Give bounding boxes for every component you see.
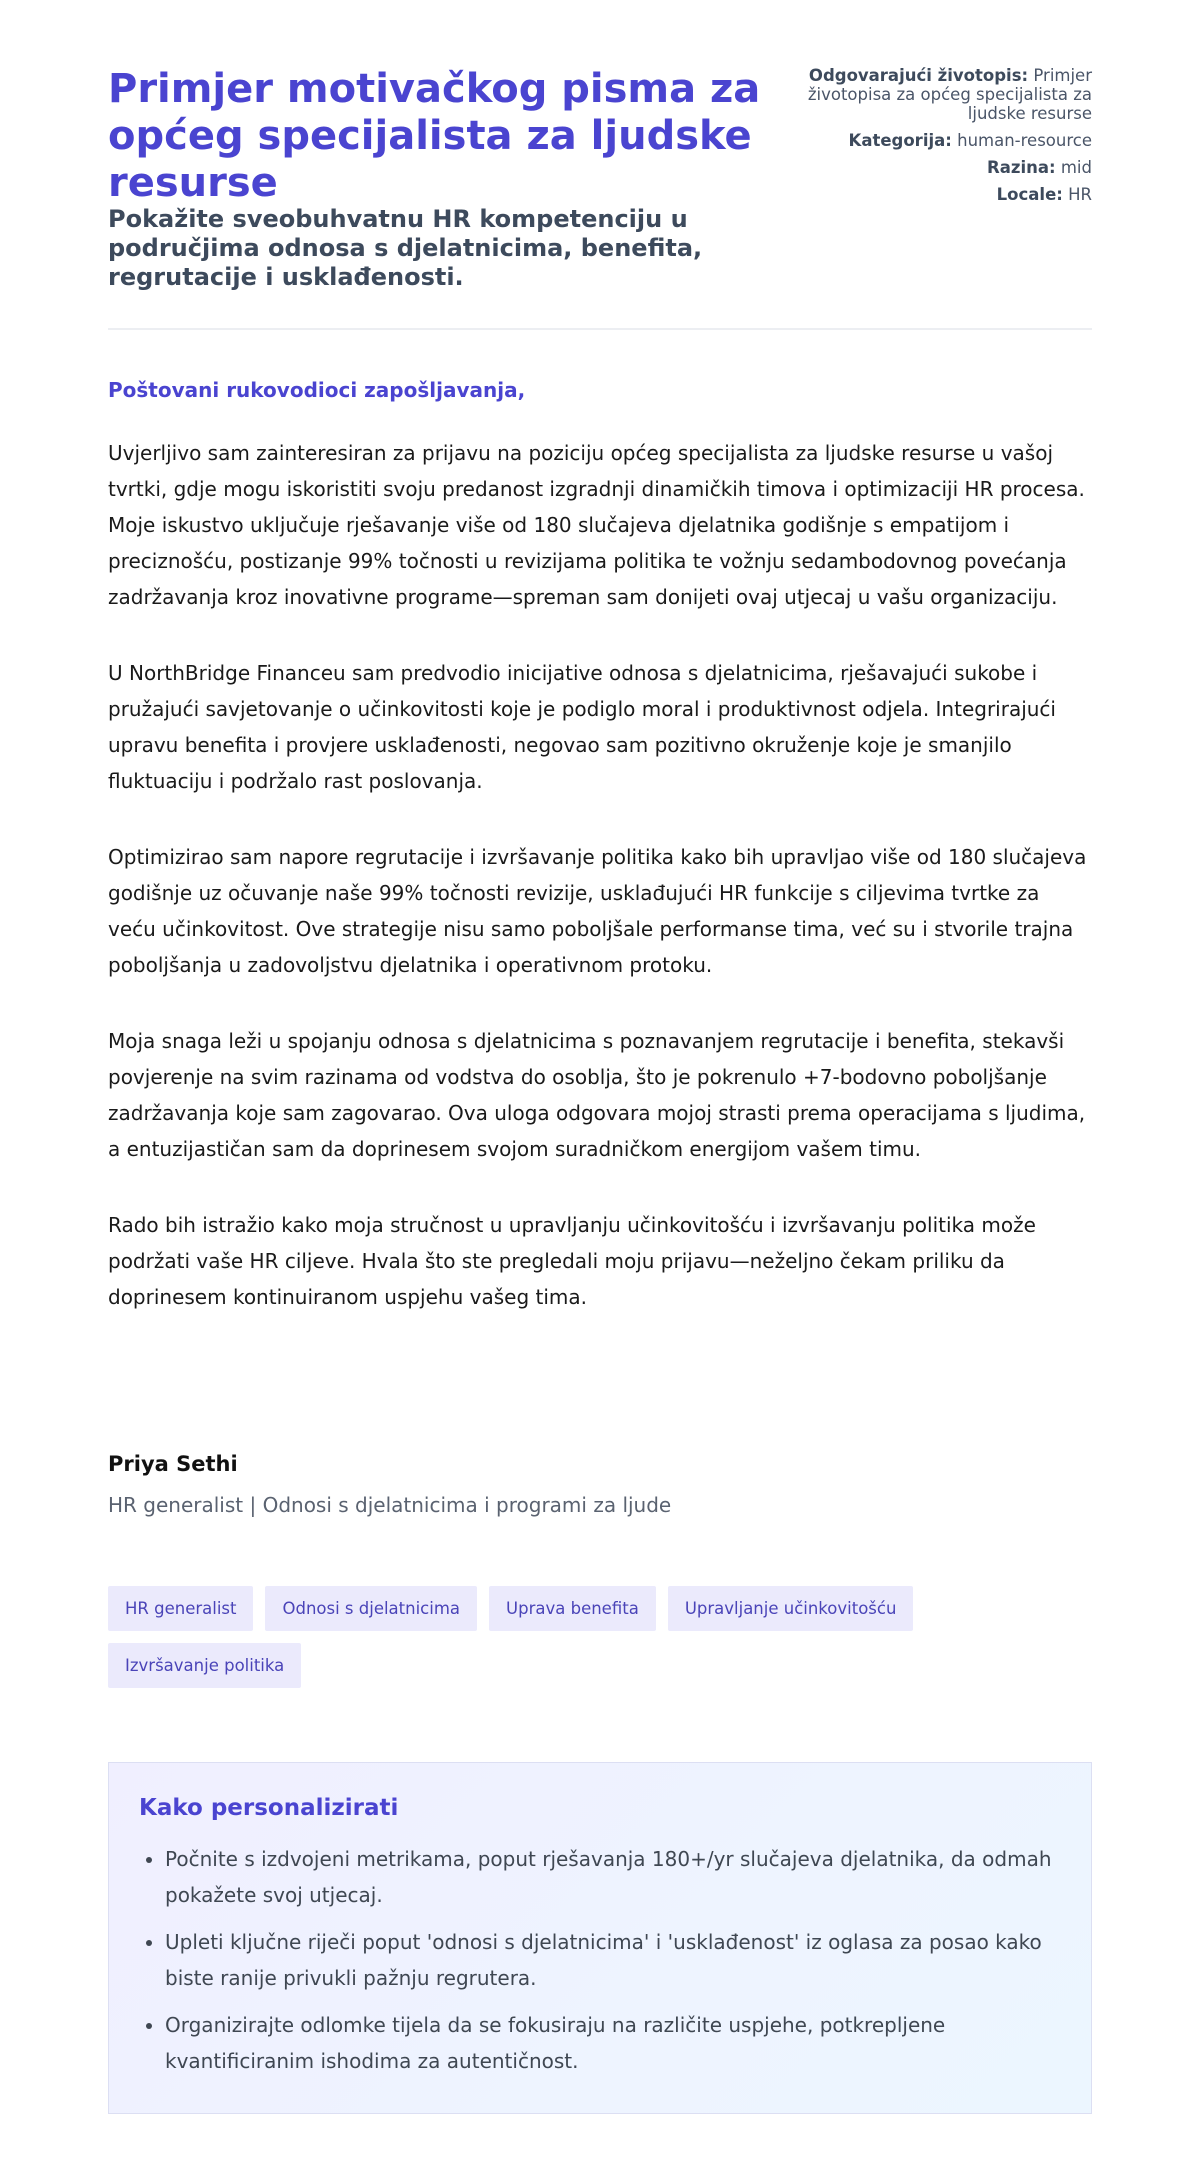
meta-key: Kategorija: bbox=[848, 131, 952, 150]
tip-item: • Organizirajte odlomke tijela da se fokusiraju na različite uspjehe, potkrepljene kvantificiranim ishodima za autentičnost. bbox=[165, 2007, 1061, 2079]
letter-paragraph: Moja snaga leži u spojanju odnosa s djelatnicima s poznavanjem regrutacije i benefita, stekavši povjerenje na svim razinama od vodstva do osoblja, što je pokrenulo +7-bodovno poboljšanje zadržavanja koje sam zagovarao. Ova uloga odgovara mojoj strasti prema operacijama s ljudima, a entuzijastičan sam da doprinesem svojom suradničkom energijom vašem timu. bbox=[108, 1029, 1086, 1161]
tip-item: • Počnite s izdvojeni metrikama, poput rješavanja 180+/yr slučajeva djelatnika, da odmah pokažete svoj utjecaj. bbox=[165, 1841, 1061, 1913]
meta-value: mid bbox=[1060, 158, 1092, 177]
signature-name: Priya Sethi bbox=[108, 1452, 238, 1476]
page-header bbox=[108, 0, 1092, 330]
skill-tag: Uprava benefita bbox=[489, 1586, 656, 1631]
meta-category bbox=[792, 131, 1092, 150]
letter-paragraph: U NorthBridge Financeu sam predvodio inicijative odnosa s djelatnicima, rješavajući sukobe i pružajući savjetovanje o učinkovitosti koje je podiglo moral i produktivnost odjela. Integrirajući upravu benefita i provjere usklađenosti, negovao sam pozitivno okruženje koje je smanjilo fluktuaciju i podržalo rast poslovanja. bbox=[108, 661, 1056, 793]
meta-value: Primjer životopisa za općeg specijalista za ljudske resurse bbox=[807, 66, 1092, 123]
skill-tag: Izvršavanje politika bbox=[108, 1643, 301, 1688]
letter-paragraph: Uvjerljivo sam zainteresiran za prijavu na poziciju općeg specijalista za ljudske resurse u vašoj tvrtki, gdje mogu iskoristiti svoju predanost izgradnji dinamičkih timova i optimizaciji HR procesa. Moje iskustvo uključuje rješavanje više od 180 slučajeva djelatnika godišnje s empatijom i preciznošću, postizanje 99% točnosti u revizijama politika te vožnju sedambodovnog povećanja zadržavanja kroz inovativne programe—spreman sam donijeti ovaj utjecaj u vašu organizaciju. bbox=[108, 441, 1085, 609]
tips-title: Kako personalizirati bbox=[139, 1795, 399, 1821]
meta-matching-resume bbox=[792, 66, 1092, 123]
meta-locale bbox=[792, 185, 1092, 204]
tips-list bbox=[139, 1841, 1061, 2079]
letter-body bbox=[108, 435, 1092, 1355]
meta-value: HR bbox=[1068, 185, 1092, 204]
meta-key: Locale: bbox=[996, 185, 1063, 204]
meta-key: Odgovarajući životopis: bbox=[808, 66, 1029, 85]
personalization-tips bbox=[108, 1762, 1092, 2114]
meta-panel bbox=[792, 66, 1092, 212]
skill-tags bbox=[108, 1586, 1008, 1688]
meta-level bbox=[792, 158, 1092, 177]
page-subtitle: Pokažite sveobuhvatnu HR kompetenciju u područjima odnosa s djelatnicima, benefita, regrutacije i usklađenosti. bbox=[108, 205, 703, 291]
skill-tag: Odnosi s djelatnicima bbox=[265, 1586, 477, 1631]
meta-value: human-resource bbox=[957, 131, 1092, 150]
skill-tag: HR generalist bbox=[108, 1586, 253, 1631]
letter-paragraph: Rado bih istražio kako moja stručnost u upravljanju učinkovitošću i izvršavanju politika može podržati vaše HR ciljeve. Hvala što ste pregledali moju prijavu—neželjno čekam priliku da doprinesem kontinuiranom uspjehu vašeg tima. bbox=[108, 1213, 1036, 1309]
letter-greeting: Poštovani rukovodioci zapošljavanja, bbox=[108, 378, 526, 402]
skill-tag: Upravljanje učinkovitošću bbox=[668, 1586, 914, 1631]
page-title: Primjer motivačkog pisma za općeg specijalista za ljudske resurse bbox=[108, 66, 761, 206]
tip-item: • Upleti ključne riječi poput 'odnosi s djelatnicima' i 'usklađenost' iz oglasa za posao kako biste ranije privukli pažnju regrutera. bbox=[165, 1924, 1061, 1996]
signature-title: HR generalist | Odnosi s djelatnicima i programi za ljude bbox=[108, 1493, 672, 1517]
cover-letter-page bbox=[108, 0, 1092, 2073]
letter-paragraph: Optimizirao sam napore regrutacije i izvršavanje politika kako bih upravljao više od 180 slučajeva godišnje uz očuvanje naše 99% točnosti revizije, usklađujući HR funkcije s ciljevima tvrtke za veću učinkovitost. Ove strategije nisu samo poboljšale performanse tima, već su i stvorile trajna poboljšanja u zadovoljstvu djelatnika i operativnom protoku. bbox=[108, 845, 1087, 977]
meta-key: Razina: bbox=[987, 158, 1056, 177]
